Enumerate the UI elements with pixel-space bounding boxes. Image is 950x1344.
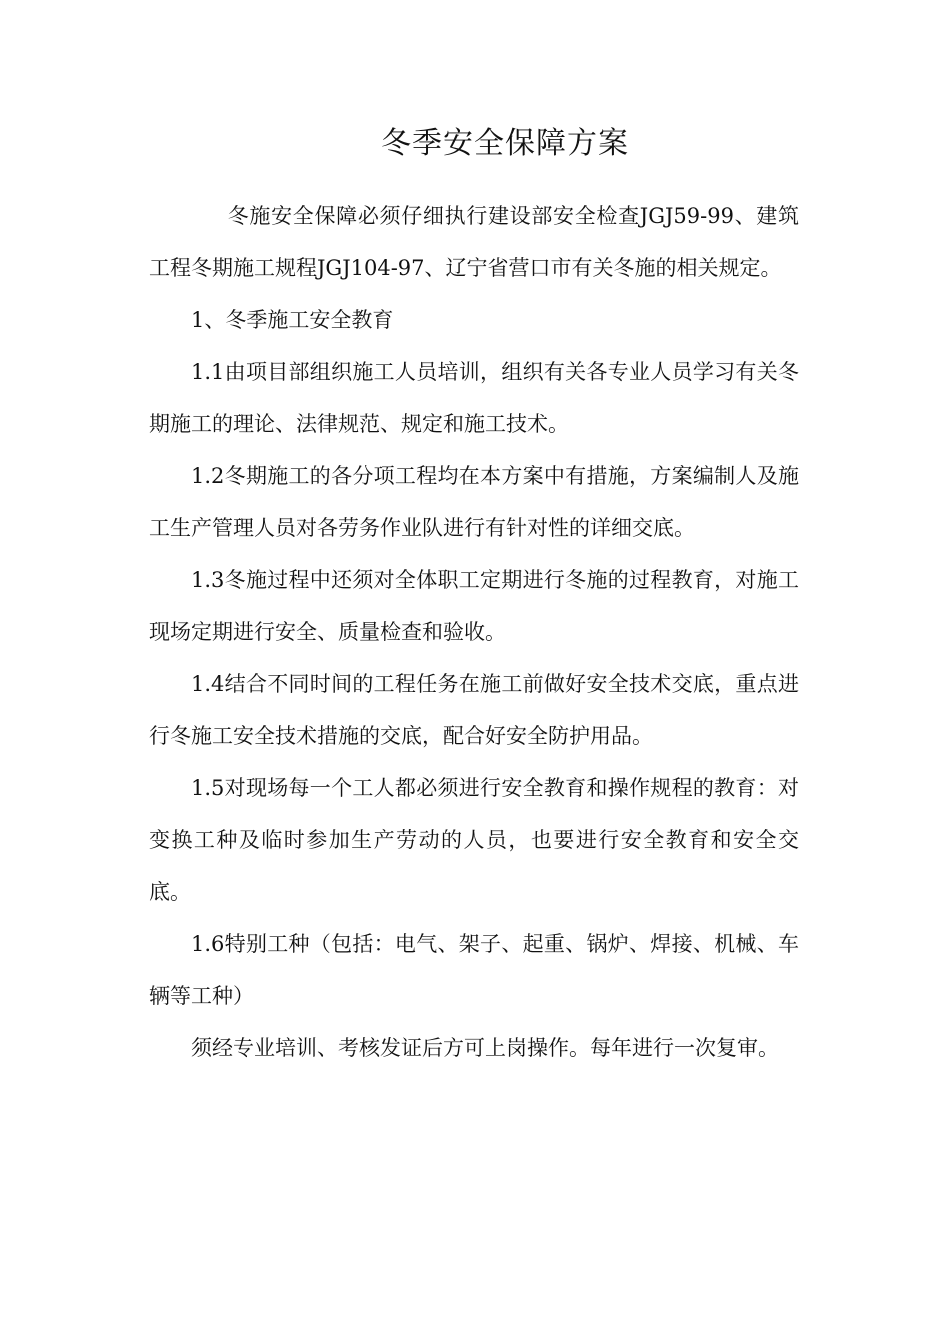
paragraph-1-2: 1.2冬期施工的各分项工程均在本方案中有措施，方案编制人及施工生产管理人员对各劳务作业队进行有针对性的详细交底。 — [149, 464, 799, 540]
paragraph-1-5: 1.5对现场每一个工人都必须进行安全教育和操作规程的教育：对变换工种及临时参加生产劳动的人员，也要进行安全教育和安全交底。 — [149, 776, 799, 904]
section-heading-education: 1、冬季施工安全教育 — [191, 308, 394, 332]
intro-paragraph: 冬施安全保障必须仔细执行建设部安全检查JGJ59-99、建筑工程冬期施工规程JGJ104-97、辽宁省营口市有关冬施的相关规定。 — [149, 204, 799, 280]
document-body — [149, 190, 799, 1074]
paragraph-1-1: 1.1由项目部组织施工人员培训，组织有关各专业人员学习有关冬期施工的理论、法律规范、规定和施工技术。 — [149, 360, 799, 436]
paragraph-1-3: 1.3冬施过程中还须对全体职工定期进行冬施的过程教育，对施工现场定期进行安全、质量检查和验收。 — [149, 568, 799, 644]
paragraph-1-6: 1.6特别工种（包括：电气、架子、起重、锅炉、焊接、机械、车辆等工种） — [149, 932, 799, 1008]
paragraph-certification: 须经专业培训、考核发证后方可上岗操作。每年进行一次复审。 — [191, 1036, 779, 1060]
document-title: 冬季安全保障方案 — [381, 126, 629, 161]
paragraph-1-4: 1.4结合不同时间的工程任务在施工前做好安全技术交底，重点进行冬施工安全技术措施的交底，配合好安全防护用品。 — [149, 672, 799, 748]
